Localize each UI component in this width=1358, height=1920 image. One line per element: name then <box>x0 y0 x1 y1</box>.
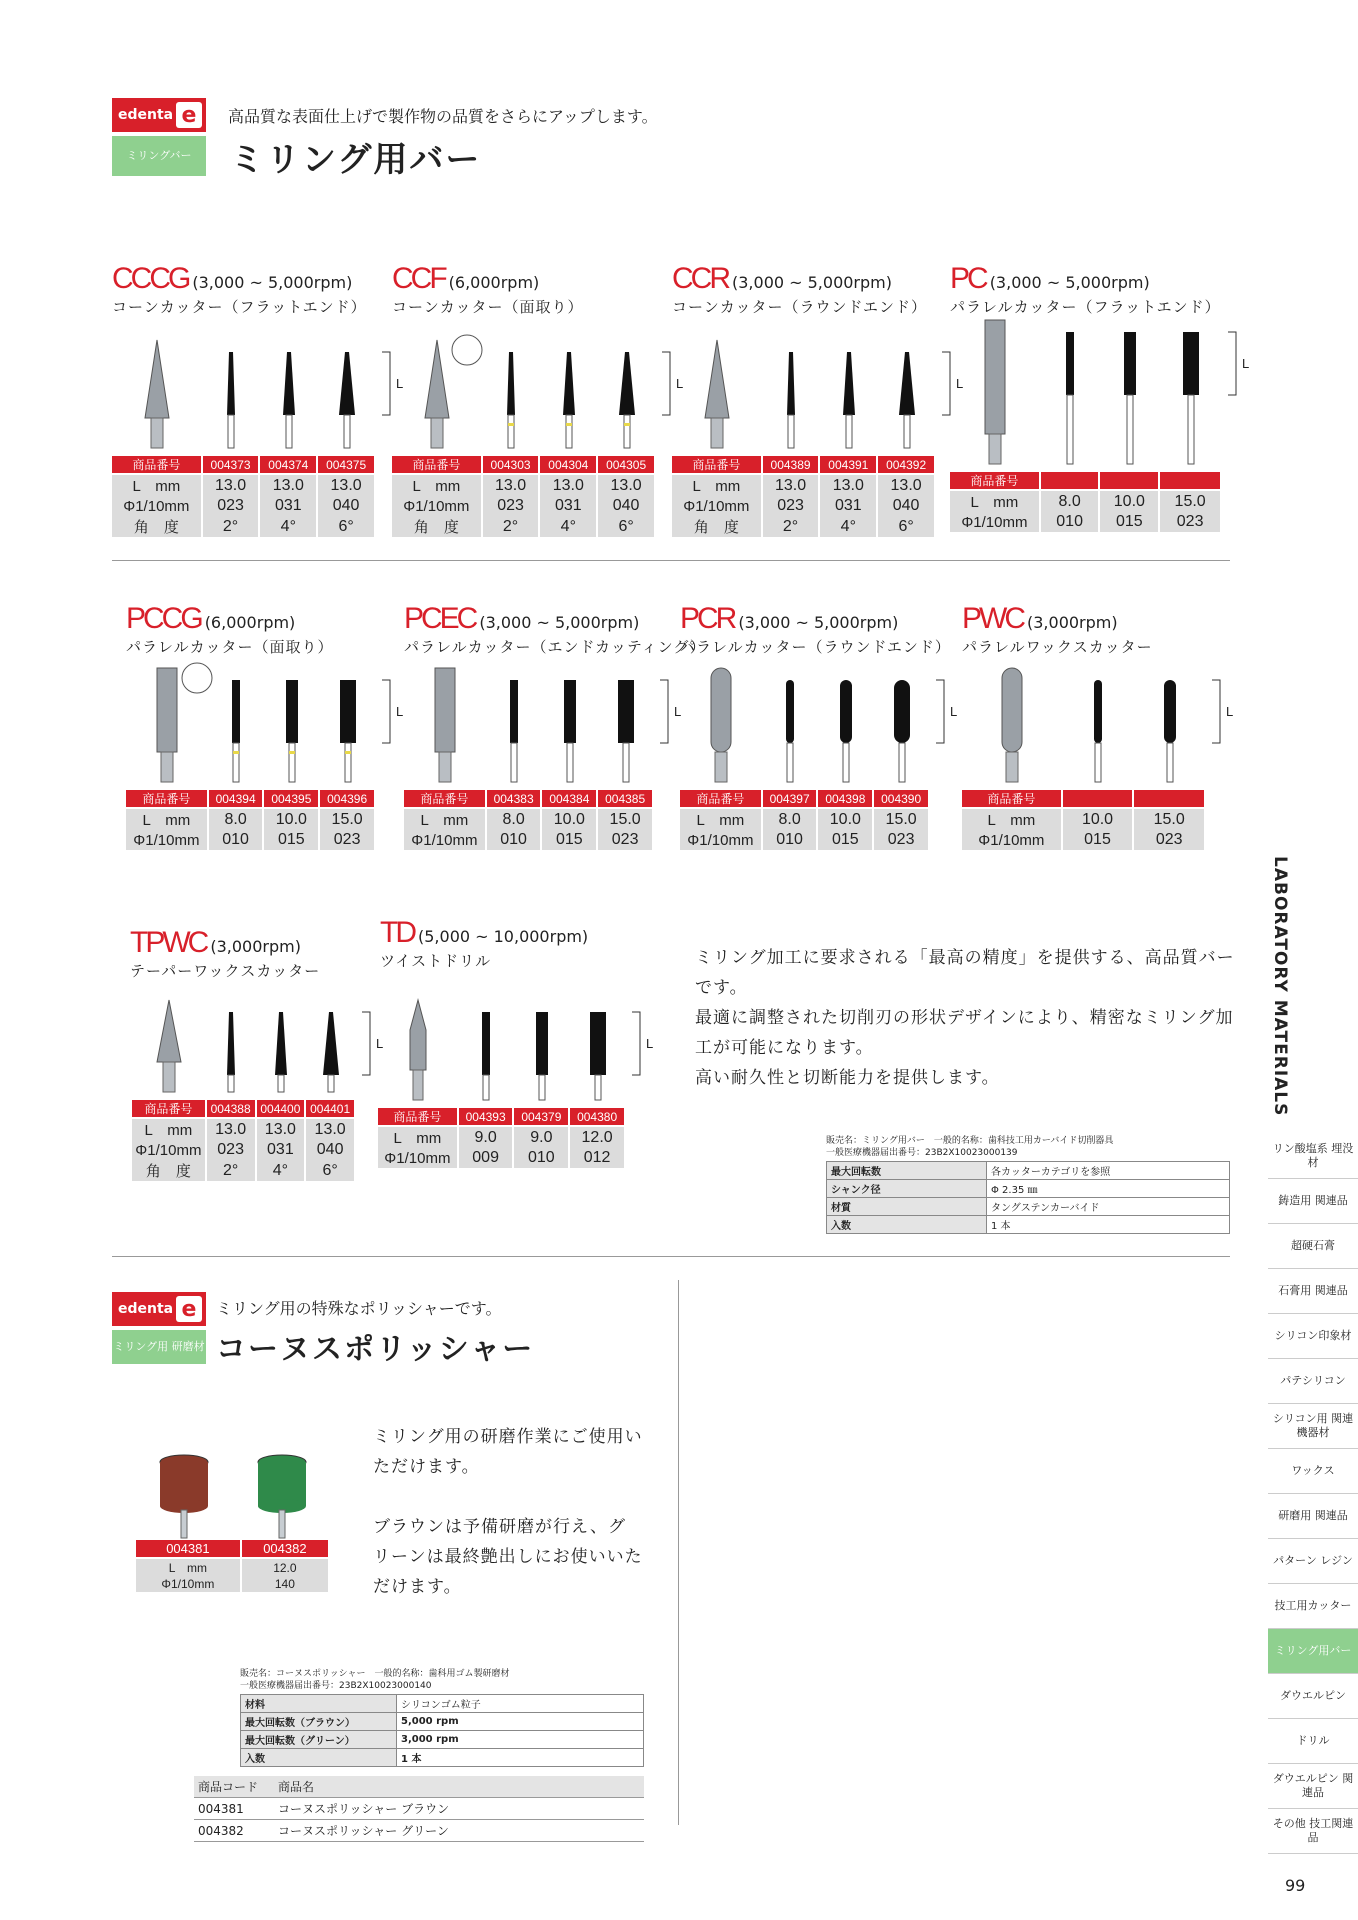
bur-head <box>563 352 575 415</box>
sidebar-item[interactable]: ダウエルピン <box>1268 1674 1358 1719</box>
bur-shank <box>511 743 517 782</box>
product-name: コーンカッター（フラットエンド） <box>112 298 367 316</box>
bur-shank <box>151 418 163 448</box>
spec-table-ccr: 商品番号 004389 004391 004392 L mm 13.0 13.0 13.0 Φ1/10mm 023 031 040 角 度 2° 4° 6° <box>672 456 936 537</box>
bur-head <box>1124 332 1136 395</box>
edenta-logo: edenta e <box>112 1292 206 1326</box>
length-label: L <box>956 376 964 391</box>
bur-shank <box>286 415 292 448</box>
polisher-spec-table: 004381 004382 L mm 12.0 Φ1/10mm 140 <box>136 1540 330 1592</box>
length-bracket <box>362 1012 370 1075</box>
bur-head <box>618 680 634 743</box>
polisher-title: コーヌスポリッシャー <box>216 1332 535 1367</box>
bur-image <box>711 668 731 752</box>
spec-table-ccf: 商品番号 004303 004304 004305 L mm 13.0 13.0 13.0 Φ1/10mm 023 031 040 角 度 2° 4° 6° <box>392 456 656 537</box>
sidebar-item[interactable]: 超硬石膏 <box>1268 1224 1358 1269</box>
bur-head <box>232 680 240 743</box>
product-code: PCR <box>680 602 735 635</box>
bur-shank <box>431 418 443 448</box>
length-bracket <box>660 680 668 743</box>
length-label: L <box>950 704 958 719</box>
bur-shank <box>413 1070 423 1100</box>
bur-shank <box>228 415 234 448</box>
product-rpm: (3,000 ~ 5,000rpm) <box>192 273 353 292</box>
length-bracket <box>1228 332 1236 395</box>
bur-shank <box>439 752 451 782</box>
product-name: ツイストドリル <box>380 952 492 970</box>
polisher-description: ミリング用の研磨作業にご使用い ただけます。 ブラウンは予備研磨が行え、グ リーンは最終艶出しにお使いいた だけます。 <box>373 1427 643 1597</box>
page-title: ミリング用バー <box>230 140 482 180</box>
bur-image <box>435 668 455 752</box>
product-code: PC <box>950 262 986 295</box>
polisher-regulatory-note: 販売名：コーヌスポリッシャー 一般的名称：歯科用ゴム製研磨材 一般医療機器届出番号：23B2X10023000140 <box>240 1669 510 1691</box>
length-label: L <box>1242 356 1250 371</box>
bur-image <box>410 1000 426 1070</box>
category-sidebar <box>1268 1134 1358 1854</box>
length-bracket <box>382 680 390 743</box>
polisher-shank <box>181 1510 187 1538</box>
sidebar-item[interactable]: パターン レジン <box>1268 1539 1358 1584</box>
sidebar-item[interactable]: シリコン用 関連機器材 <box>1268 1404 1358 1449</box>
bur-info-table: 最大回転数 各カッターカテゴリを参照 シャンク径 Φ 2.35 ㎜ 材質 タングステンカーバイド 入数 1 本 <box>826 1161 1230 1234</box>
spec-table-pwc: 商品番号 L mm 10.0 15.0 Φ1/10mm 015 023 <box>962 790 1206 850</box>
chamfer-detail-icon <box>182 663 212 693</box>
bur-shank <box>788 415 794 448</box>
product-name: パラレルワックスカッター <box>962 638 1153 656</box>
polisher-shank <box>279 1510 285 1538</box>
category-badge: ミリング用 研磨材 <box>112 1330 206 1364</box>
length-label: L <box>646 1036 654 1051</box>
product-name: テーパーワックスカッター <box>130 962 321 980</box>
length-label: L <box>376 1036 384 1051</box>
spec-table-pccg: 商品番号 004394 004395 004396 L mm 8.0 10.0 15.0 Φ1/10mm 010 015 023 <box>126 790 376 850</box>
bur-shank <box>711 418 723 448</box>
product-rpm: (3,000 ~ 5,000rpm) <box>738 613 899 632</box>
bur-image <box>985 320 1005 434</box>
list-item: 004382 コーヌスポリッシャー グリーン <box>194 1820 644 1842</box>
bur-ring <box>508 423 514 426</box>
sidebar-item[interactable]: パテシリコン <box>1268 1359 1358 1404</box>
length-bracket <box>936 680 944 743</box>
bur-shank <box>233 743 239 782</box>
divider <box>678 1280 679 1825</box>
bur-shank <box>228 1075 234 1092</box>
product-rpm: (3,000rpm) <box>210 937 301 956</box>
sidebar-item[interactable]: ドリル <box>1268 1719 1358 1764</box>
bur-head <box>840 680 852 743</box>
bur-head <box>899 352 915 415</box>
bur-head <box>564 680 576 743</box>
bur-head <box>323 1012 339 1075</box>
bur-shank <box>1167 743 1173 782</box>
spec-table-cccg: 商品番号 004373 004374 004375 L mm 13.0 13.0 13.0 Φ1/10mm 023 031 040 角 度 2° 4° 6° <box>112 456 376 537</box>
polisher-info-table: 材料 シリコンゴム粒子 最大回転数（ブラウン） 5,000 rpm 最大回転数（グリーン） 3,000 rpm 入数 1 本 <box>240 1694 644 1767</box>
bur-head <box>590 1012 606 1075</box>
sidebar-item[interactable]: ミリング用バー <box>1268 1629 1358 1674</box>
bur-head <box>536 1012 548 1075</box>
bur-shank <box>624 415 630 448</box>
bur-shank <box>539 1075 545 1100</box>
bur-head <box>843 352 855 415</box>
product-rpm: (6,000rpm) <box>204 613 296 632</box>
bur-head <box>275 1012 287 1075</box>
bur-shank <box>623 743 629 782</box>
product-name: コーンカッター（面取り） <box>392 298 584 316</box>
product-rpm: (3,000 ~ 5,000rpm) <box>732 273 892 292</box>
chamfer-detail-icon <box>452 335 482 365</box>
polisher-lead: ミリング用の特殊なポリッシャーです。 <box>216 1299 502 1318</box>
bur-head <box>510 680 518 743</box>
product-name: パラレルカッター（フラットエンド） <box>950 298 1221 316</box>
bur-shank <box>344 415 350 448</box>
bur-head <box>482 1012 490 1075</box>
bur-shank <box>483 1075 489 1100</box>
bur-head <box>340 680 356 743</box>
bur-shank <box>328 1075 334 1092</box>
bur-ring <box>624 423 630 426</box>
divider <box>112 560 1230 561</box>
category-badge: ミリングバー <box>112 136 206 176</box>
sidebar-item[interactable]: 石膏用 関連品 <box>1268 1269 1358 1314</box>
bur-shank <box>1188 395 1194 464</box>
bur-head <box>786 680 794 743</box>
section-vertical-title: LABORATORY MATERIALS <box>1270 856 1290 1117</box>
bur-shank <box>508 415 514 448</box>
product-rpm: (5,000 ~ 10,000rpm) <box>418 927 589 946</box>
header-lead: 高品質な表面仕上げで製作物の品質をさらにアップします。 <box>228 107 658 126</box>
bur-shank <box>566 415 572 448</box>
product-rpm: (3,000 ~ 5,000rpm) <box>479 613 640 632</box>
sidebar-item[interactable]: ワックス <box>1268 1449 1358 1494</box>
bur-shank <box>1067 395 1073 464</box>
length-bracket <box>382 352 390 415</box>
bur-head <box>787 352 795 415</box>
spec-table-pcec: 商品番号 004383 004384 004385 L mm 8.0 10.0 15.0 Φ1/10mm 010 015 023 <box>404 790 654 850</box>
bur-shank <box>843 743 849 782</box>
sidebar-item[interactable]: 技工用カッター <box>1268 1584 1358 1629</box>
bur-ring <box>566 423 572 426</box>
length-label: L <box>676 376 684 391</box>
bur-shank <box>846 415 852 448</box>
bur-ring <box>345 751 351 754</box>
bur-image <box>705 340 729 418</box>
bur-shank <box>567 743 573 782</box>
bur-image <box>145 340 169 418</box>
bur-head <box>227 352 235 415</box>
product-code: CCCG <box>112 262 189 295</box>
sidebar-item[interactable]: 鋳造用 関連品 <box>1268 1179 1358 1224</box>
length-label: L <box>674 704 682 719</box>
bur-image <box>157 1000 181 1062</box>
bur-description: ミリング加工に要求される「最高の精度」を提供する、高品質バー です。 最適に調整された切削刃の形状デザインにより、精密なミリング加 工が可能になります。 高い耐久性と切断能力を提供します。 <box>695 948 1235 1088</box>
sidebar-item[interactable]: 研磨用 関連品 <box>1268 1494 1358 1539</box>
bur-head <box>1094 680 1102 743</box>
sidebar-item[interactable]: ダウエルピン 関連品 <box>1268 1764 1358 1809</box>
bur-head <box>1066 332 1074 395</box>
bur-regulatory-note: 販売名：ミリング用バー 一般的名称：歯科技工用カーバイド切削器具 一般医療機器届出番号：23B2X10023000139 <box>826 1136 1114 1158</box>
bur-head <box>283 352 295 415</box>
length-bracket <box>1212 680 1220 743</box>
product-code: PWC <box>962 602 1023 635</box>
bur-shank <box>904 415 910 448</box>
bur-ring <box>233 751 239 754</box>
spec-table-pc: 商品番号 L mm 8.0 10.0 15.0 Φ1/10mm 010 015 023 <box>950 472 1222 532</box>
length-bracket <box>662 352 670 415</box>
bur-shank <box>345 743 351 782</box>
bur-head <box>286 680 298 743</box>
polisher-product-list: 商品コード 商品名 004381 コーヌスポリッシャー ブラウン 004382 コーヌスポリッシャー グリーン <box>194 1776 644 1842</box>
bur-head <box>507 352 515 415</box>
length-label: L <box>1226 704 1234 719</box>
bur-shank <box>787 743 793 782</box>
bur-image <box>1002 668 1022 752</box>
bur-shank <box>1095 743 1101 782</box>
product-code: PCEC <box>404 602 476 635</box>
sidebar-item[interactable]: その他 技工関連品 <box>1268 1809 1358 1854</box>
bur-shank <box>163 1062 175 1092</box>
page-number: 99 <box>1285 1876 1306 1895</box>
product-name: パラレルカッター（エンドカッティング） <box>404 638 706 656</box>
product-name: パラレルカッター（面取り） <box>126 638 334 656</box>
product-rpm: (3,000rpm) <box>1027 613 1118 632</box>
product-code: TPWC <box>130 926 207 959</box>
bur-image <box>425 340 449 418</box>
spec-table-td: 商品番号 004393 004379 004380 L mm 9.0 9.0 12.0 Φ1/10mm 009 010 012 <box>378 1108 626 1168</box>
bur-image <box>157 668 177 752</box>
bur-ring <box>289 751 295 754</box>
bur-shank <box>899 743 905 782</box>
bur-shank <box>989 434 1001 464</box>
product-code: PCCG <box>126 602 201 635</box>
bur-shank <box>278 1075 284 1092</box>
product-name: パラレルカッター（ラウンドエンド） <box>680 638 951 656</box>
product-rpm: (6,000rpm) <box>448 273 540 292</box>
bur-head <box>1183 332 1199 395</box>
bur-shank <box>161 752 173 782</box>
length-bracket <box>942 352 950 415</box>
bur-shank <box>595 1075 601 1100</box>
bur-head <box>227 1012 235 1075</box>
product-name: コーンカッター（ラウンドエンド） <box>672 298 927 316</box>
bur-head <box>619 352 635 415</box>
bur-head <box>1164 680 1176 743</box>
bur-shank <box>715 752 727 782</box>
divider <box>112 1256 1230 1257</box>
bur-shank <box>1006 752 1018 782</box>
bur-head <box>894 680 910 743</box>
bur-shank <box>289 743 295 782</box>
product-code: CCF <box>392 262 445 295</box>
length-label: L <box>396 376 404 391</box>
length-bracket <box>632 1012 640 1075</box>
length-label: L <box>396 704 404 719</box>
product-code: CCR <box>672 262 728 295</box>
bur-shank <box>1127 395 1133 464</box>
list-item: 004381 コーヌスポリッシャー ブラウン <box>194 1798 644 1820</box>
sidebar-item[interactable]: シリコン印象材 <box>1268 1314 1358 1359</box>
bur-head <box>339 352 355 415</box>
product-code: TD <box>380 916 414 949</box>
product-rpm: (3,000 ~ 5,000rpm) <box>989 273 1150 292</box>
edenta-logo: edenta e <box>112 98 206 132</box>
sidebar-item[interactable]: リン酸塩系 埋没材 <box>1268 1134 1358 1179</box>
spec-table-pcr: 商品番号 004397 004398 004390 L mm 8.0 10.0 15.0 Φ1/10mm 010 015 023 <box>680 790 930 850</box>
spec-table-tpwc: 商品番号 004388 004400 004401 L mm 13.0 13.0 13.0 Φ1/10mm 023 031 040 角 度 2° 4° 6° <box>132 1100 356 1181</box>
